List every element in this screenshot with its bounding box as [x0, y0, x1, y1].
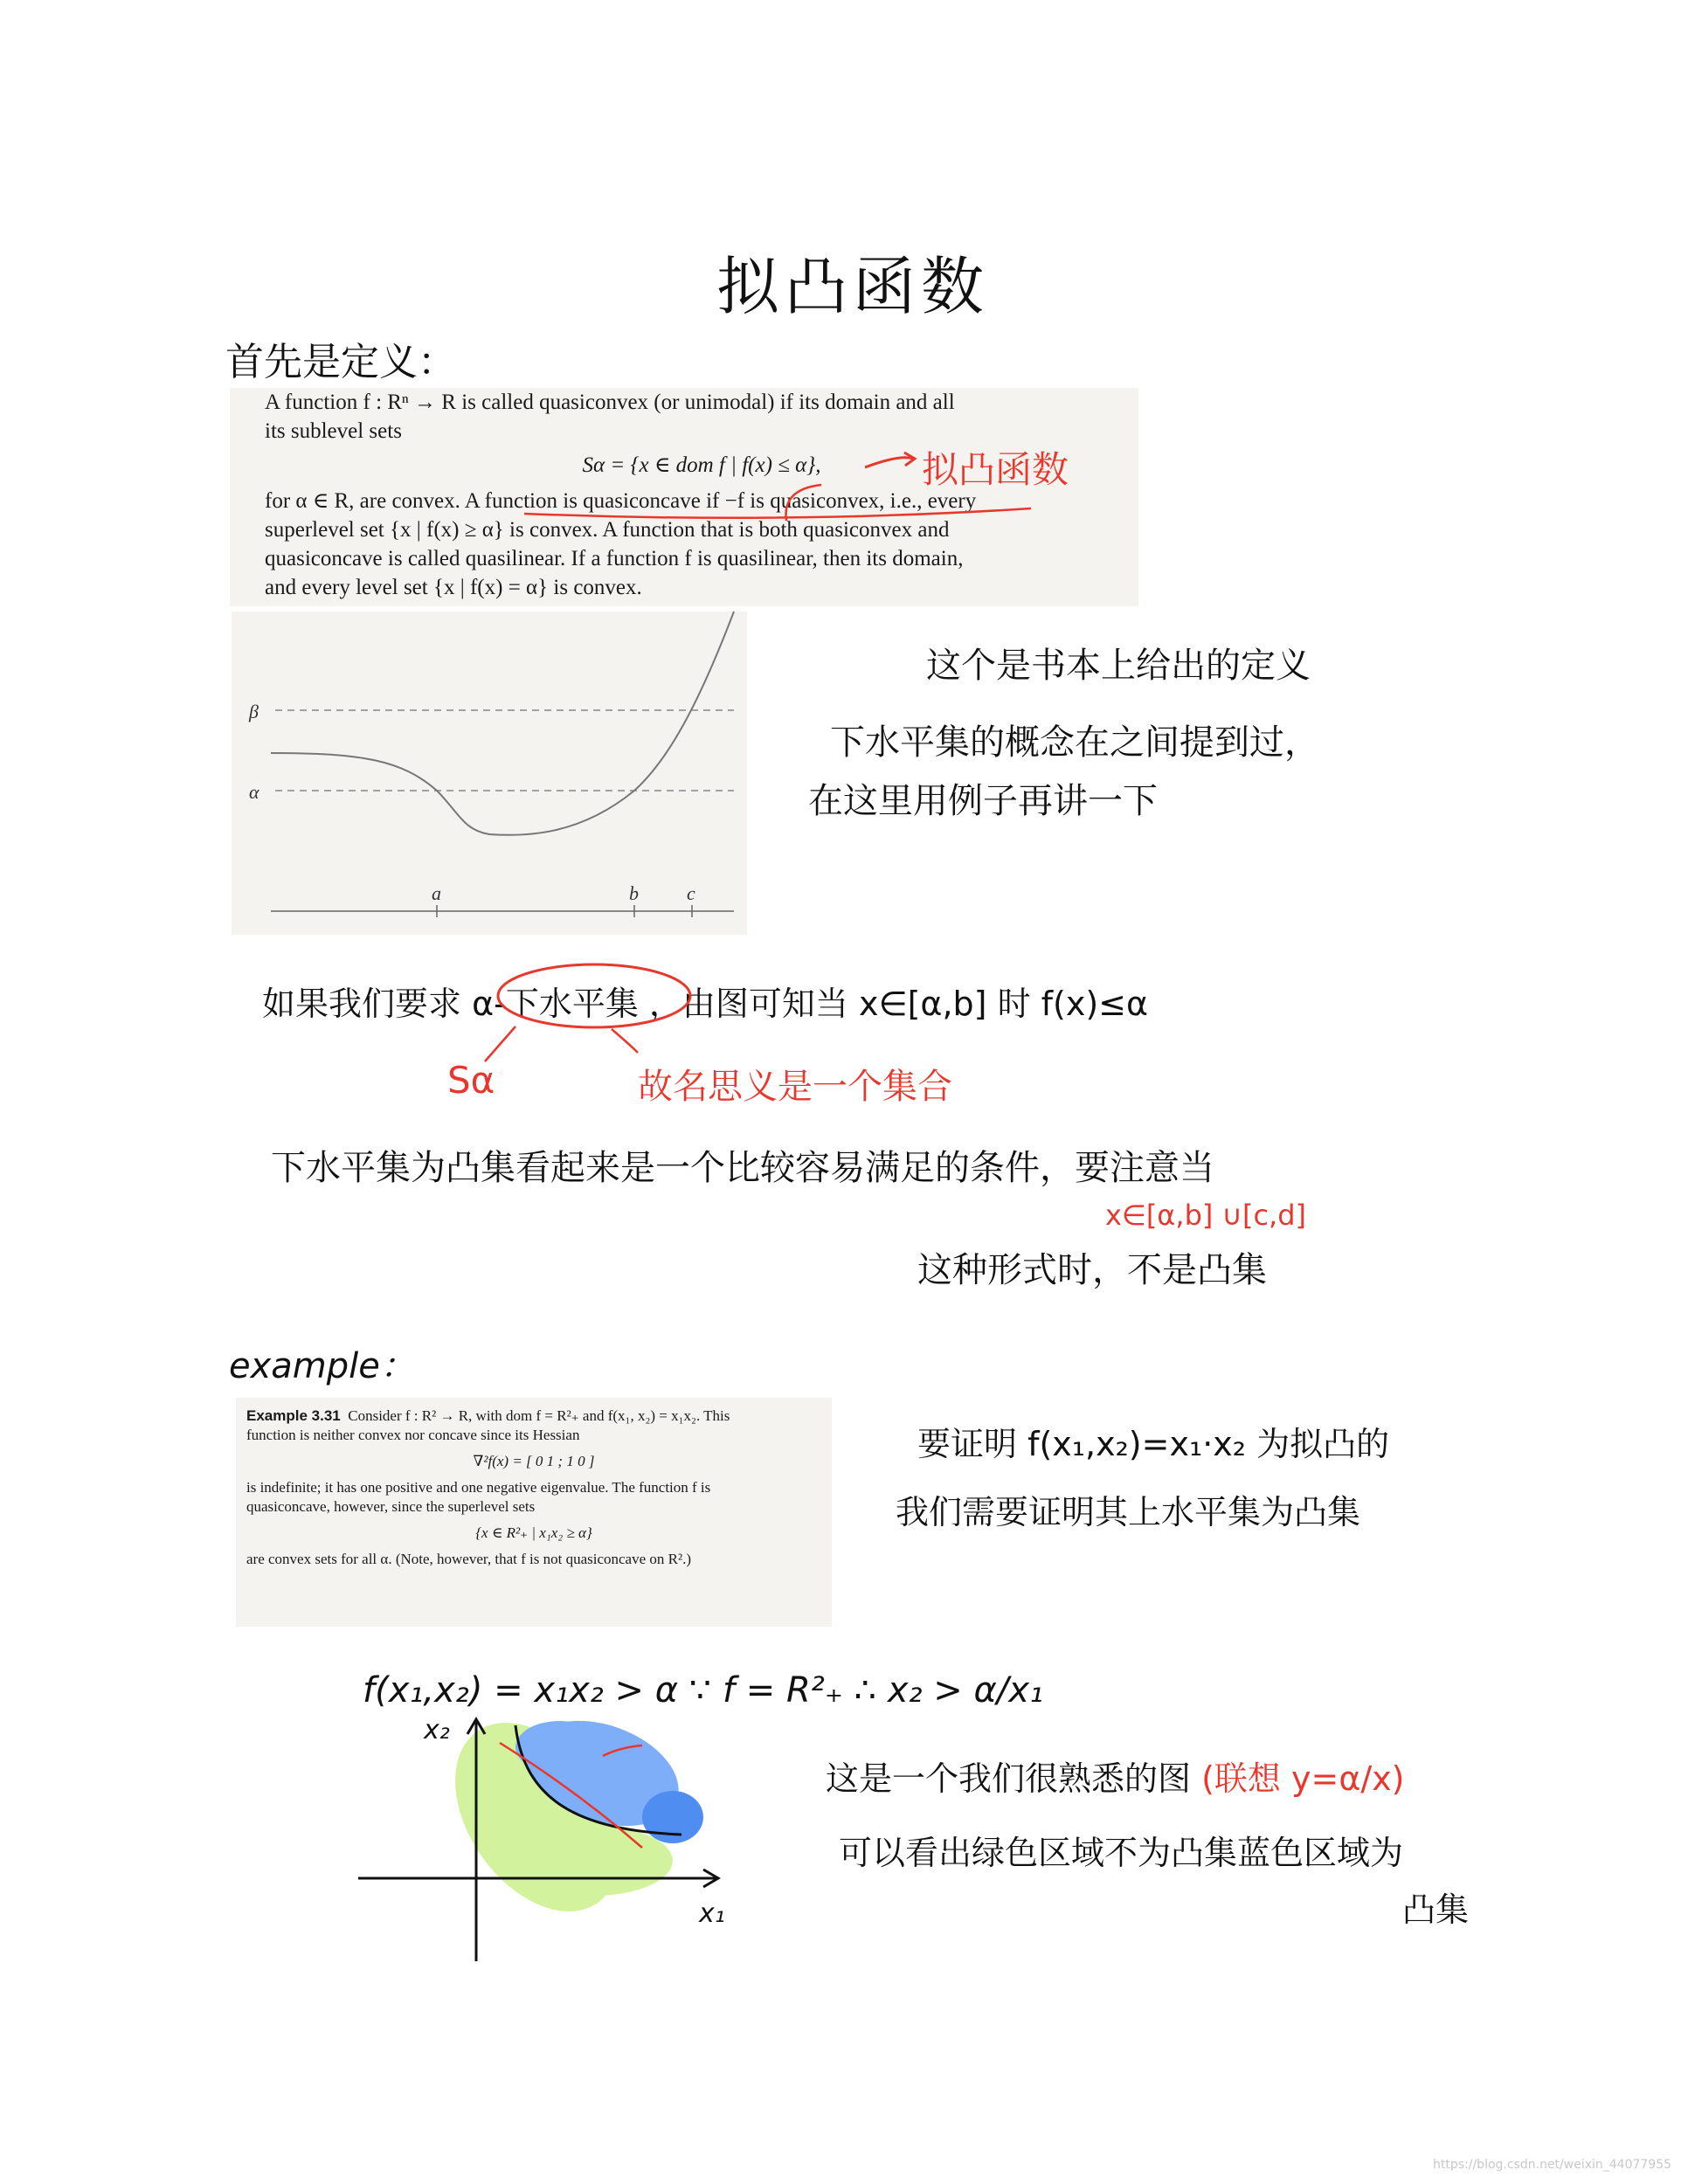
sublevel-red-right: 故名思义是一个集合: [638, 1067, 952, 1107]
figure-note-text: 这是一个我们很熟悉的图: [826, 1759, 1192, 1798]
plot-label-x2: x₂: [424, 1715, 450, 1745]
sublevel-red-left: Sα: [447, 1059, 495, 1102]
figure-note-red: (联想 y=α/x): [1201, 1759, 1405, 1798]
note-right-line2: 下水平集的概念在之间提到过，: [830, 722, 1319, 763]
graph-label-c: c: [687, 882, 695, 904]
sublevel-note: 如果我们要求 α-下水平集 ，由图可知当 x∈[α,b] 时 f(x)≤α: [262, 985, 1149, 1023]
example-label: example：: [229, 1346, 415, 1386]
quasiconvex-note: 拟凸函数: [922, 448, 1069, 491]
plot-label-x1: x₁: [699, 1898, 725, 1929]
note-right-line3: 在这里用例子再讲一下: [808, 781, 1158, 821]
blue-region: [515, 1721, 603, 1773]
example-line: quasiconcave, however, since the superlevel sets: [246, 1498, 536, 1515]
definition-line: superlevel set {x | f(x) ≥ α} is convex. A function that is both quasiconvex and: [265, 518, 950, 542]
note-right-line1: 这个是书本上给出的定义: [926, 646, 1311, 686]
proof-note-line1: 要证明 f(x₁,x₂)=x₁·x₂ 为拟凸的: [917, 1425, 1390, 1463]
green-region: [515, 1826, 673, 1896]
figure-note-line3: 凸集: [1402, 1890, 1470, 1929]
convex-note-red: x∈[α,b] ∪[c,d]: [1105, 1199, 1306, 1232]
figure-note-line2: 可以看出绿色区域不为凸集蓝色区域为: [839, 1834, 1404, 1872]
example-line: are convex sets for all α. (Note, however, that f is not quasiconcave on R².): [246, 1551, 691, 1567]
proof-note-line2: 我们需要证明其上水平集为凸集: [896, 1493, 1361, 1531]
example-heading: Example 3.31: [246, 1407, 341, 1424]
definition-line: for α ∈ R, are convex. A function is quasiconcave if −f is quasiconvex, i.e., every: [265, 489, 977, 513]
convex-note-line1: 下水平集为凸集看起来是一个比较容易满足的条件，要注意当: [271, 1148, 1214, 1188]
graph-label-a: a: [432, 882, 441, 904]
example-text: Consider f : R² → R, with dom f = R²₊ and f(x₁, x₂) = x₁x₂. This: [348, 1407, 730, 1424]
convex-note-line2: 这种形式时，不是凸集: [917, 1250, 1267, 1290]
hessian-equation: ∇²f(x) = [ 0 1 ; 1 0 ]: [473, 1453, 595, 1469]
intro-text: 首先是定义：: [225, 340, 456, 384]
watermark: https://blog.csdn.net/weixin_44077955: [1433, 2158, 1672, 2172]
definition-line: quasiconcave is called quasilinear. If a function f is quasilinear, then its domain,: [265, 547, 964, 570]
definition-line: and every level set {x | f(x) = α} is convex.: [265, 576, 642, 599]
formula-line: f(x₁,x₂) = x₁x₂ > α ∵ f = R²₊ ∴ x₂ > α/x₁: [363, 1670, 1044, 1711]
figure-note-line1: [826, 1752, 1405, 1800]
graph-label-b: b: [629, 882, 639, 904]
example-line: is indefinite; it has one positive and one negative eigenvalue. The function f is: [246, 1479, 711, 1496]
definition-line: A function f : Rⁿ → R is called quasiconvex (or unimodal) if its domain and all: [265, 390, 955, 414]
definition-line: its sublevel sets: [265, 419, 402, 443]
graph-label-beta: β: [249, 701, 259, 722]
sublevel-equation: Sα = {x ∈ dom f | f(x) ≤ α},: [582, 453, 821, 477]
page-title: 拟凸函数: [716, 250, 990, 323]
superlevel-equation: {x ∈ R²₊ | x₁x₂ ≥ α}: [475, 1524, 592, 1541]
example-line: function is neither convex nor concave since its Hessian: [246, 1427, 580, 1443]
graph-label-alpha: α: [249, 781, 259, 803]
